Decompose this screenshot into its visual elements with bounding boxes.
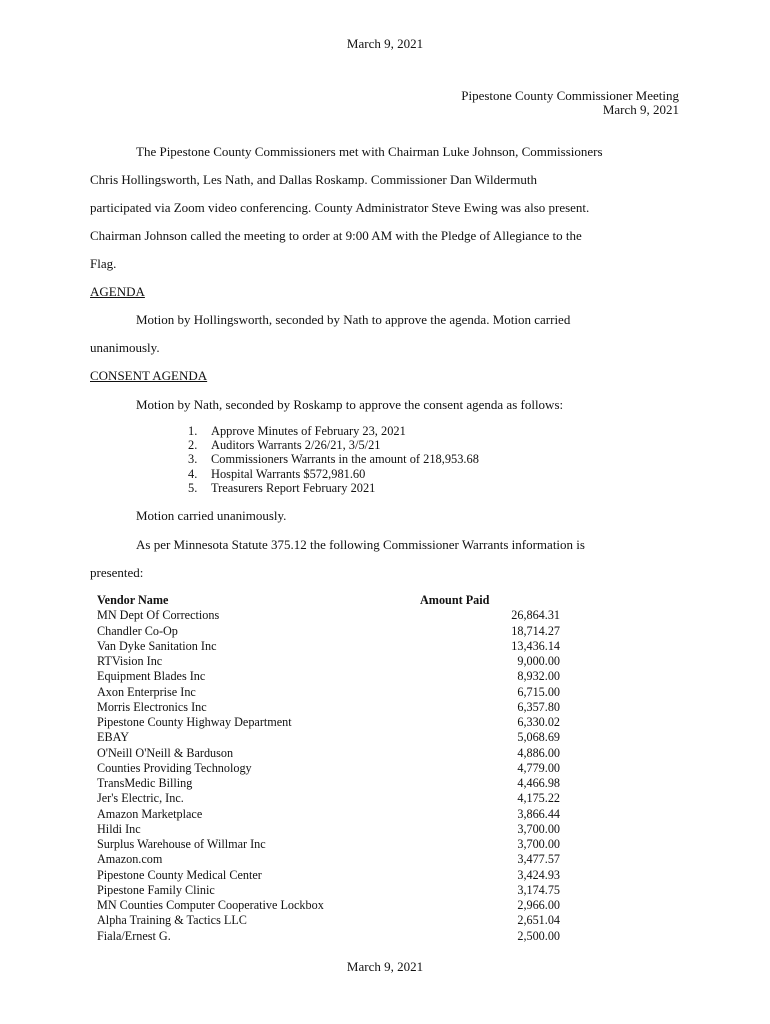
- list-item: 4. Hospital Warrants $572,981.60: [188, 466, 366, 481]
- amount-paid: 2,500.00: [517, 928, 560, 943]
- table-row: [97, 730, 560, 745]
- amount-paid: 3,477.57: [517, 852, 560, 867]
- table-row: [97, 608, 560, 623]
- amount-paid: 13,436.14: [511, 638, 560, 653]
- table-row: [97, 654, 560, 669]
- table-row: [97, 624, 560, 639]
- amount-paid-header: Amount Paid: [420, 593, 490, 607]
- amount-paid: 3,700.00: [517, 837, 560, 851]
- vendor-name: Pipestone County Medical Center: [97, 867, 262, 882]
- list-item: 2. Auditors Warrants 2/26/21, 3/5/21: [188, 438, 381, 453]
- vendor-name: Jer's Electric, Inc.: [97, 791, 184, 806]
- vendor-name: Axon Enterprise Inc: [97, 684, 196, 699]
- vendor-name-header: Vendor Name: [97, 593, 169, 607]
- amount-paid: 3,424.93: [517, 867, 560, 882]
- vendor-name: MN Dept Of Corrections: [97, 608, 220, 623]
- table-row: [97, 837, 560, 852]
- vendor-name: Counties Providing Technology: [97, 760, 252, 775]
- table-row: [97, 929, 560, 944]
- statute-line-1: As per Minnesota Statute 375.12 the following Commissioner Warrants information is: [136, 537, 585, 552]
- amount-paid: 4,779.00: [517, 760, 560, 775]
- amount-paid: 2,966.00: [517, 898, 560, 912]
- amount-paid: 4,886.00: [517, 745, 560, 760]
- table-header-row: [97, 593, 560, 608]
- amount-paid: 4,466.98: [517, 776, 560, 790]
- amount-paid: 2,651.04: [517, 913, 560, 928]
- table-row: [97, 746, 560, 761]
- vendor-name: TransMedic Billing: [97, 776, 193, 790]
- table-row: [97, 685, 560, 700]
- table-row: [97, 883, 560, 898]
- table-row: [97, 700, 560, 715]
- list-item: 5. Treasurers Report February 2021: [188, 480, 376, 495]
- amount-paid: 8,932.00: [517, 669, 560, 684]
- page-header-date: March 9, 2021: [346, 36, 424, 51]
- amount-paid: 6,330.02: [517, 715, 560, 729]
- vendor-name: Surplus Warehouse of Willmar Inc: [97, 837, 266, 851]
- vendor-name: Amazon.com: [97, 852, 163, 867]
- agenda-heading: AGENDA: [90, 284, 145, 299]
- intro-line-3: participated via Zoom video conferencing. County Administrator Steve Ewing was also present.: [90, 200, 590, 215]
- amount-paid: 5,068.69: [517, 730, 560, 745]
- intro-line-5: Flag.: [90, 256, 117, 271]
- amount-paid: 3,700.00: [517, 821, 560, 836]
- table-row: [97, 898, 560, 913]
- vendor-name: Pipestone Family Clinic: [97, 882, 215, 897]
- table-row: [97, 822, 560, 837]
- vendor-name: Van Dyke Sanitation Inc: [97, 638, 217, 653]
- amount-paid: 9,000.00: [517, 654, 560, 668]
- vendor-name: Morris Electronics Inc: [97, 699, 207, 714]
- vendor-name: O'Neill O'Neill & Barduson: [97, 745, 234, 760]
- vendor-name: RTVision Inc: [97, 654, 163, 668]
- amount-paid: 3,866.44: [517, 806, 560, 821]
- consent-agenda-motion: Motion by Nath, seconded by Roskamp to approve the consent agenda as follows:: [136, 397, 564, 412]
- vendor-name: EBAY: [97, 730, 130, 745]
- vendor-warrants-table: [97, 593, 560, 944]
- amount-paid: 26,864.31: [511, 608, 560, 623]
- meeting-title: Pipestone County Commissioner Meeting: [461, 88, 679, 103]
- vendor-name: Chandler Co-Op: [97, 623, 178, 638]
- vendor-name: MN Counties Computer Cooperative Lockbox: [97, 898, 324, 912]
- vendor-name: Amazon Marketplace: [97, 806, 203, 821]
- list-item: 3. Commissioners Warrants in the amount of 218,953.68: [188, 452, 479, 467]
- vendor-name: Equipment Blades Inc: [97, 669, 206, 684]
- table-row: [97, 852, 560, 867]
- amount-paid: 6,715.00: [517, 684, 560, 699]
- table-row: [97, 639, 560, 654]
- table-row: [97, 807, 560, 822]
- vendor-name: Alpha Training & Tactics LLC: [97, 913, 247, 928]
- amount-paid: 6,357.80: [517, 699, 560, 714]
- consent-agenda-list: [188, 424, 479, 495]
- vendor-name: Hildi Inc: [97, 821, 141, 836]
- list-item: 1. Approve Minutes of February 23, 2021: [188, 424, 406, 438]
- vendor-name: Pipestone County Highway Department: [97, 715, 292, 729]
- amount-paid: 4,175.22: [517, 791, 560, 806]
- vendor-name: Fiala/Ernest G.: [97, 928, 171, 943]
- agenda-motion-line-2: unanimously.: [90, 340, 160, 355]
- table-row: [97, 776, 560, 791]
- amount-paid: 18,714.27: [511, 623, 560, 638]
- amount-paid: 3,174.75: [517, 882, 560, 897]
- intro-line-4: Chairman Johnson called the meeting to order at 9:00 AM with the Pledge of Allegiance to the: [90, 228, 582, 243]
- table-row: [97, 715, 560, 730]
- meeting-title-date: March 9, 2021: [602, 102, 679, 117]
- table-row: [97, 669, 560, 684]
- table-row: [97, 761, 560, 776]
- page-footer-date: March 9, 2021: [346, 959, 424, 974]
- table-row: [97, 791, 560, 806]
- agenda-motion-line-1: Motion by Hollingsworth, seconded by Nath to approve the agenda. Motion carried: [136, 312, 571, 327]
- table-row: [97, 868, 560, 883]
- intro-line-2: Chris Hollingsworth, Les Nath, and Dallas Roskamp. Commissioner Dan Wildermuth: [90, 172, 537, 187]
- intro-line-1: The Pipestone County Commissioners met with Chairman Luke Johnson, Commissioners: [136, 144, 603, 159]
- statute-line-2: presented:: [90, 565, 144, 580]
- table-row: [97, 913, 560, 928]
- consent-agenda-heading: CONSENT AGENDA: [90, 368, 208, 383]
- consent-motion-result: Motion carried unanimously.: [136, 508, 287, 523]
